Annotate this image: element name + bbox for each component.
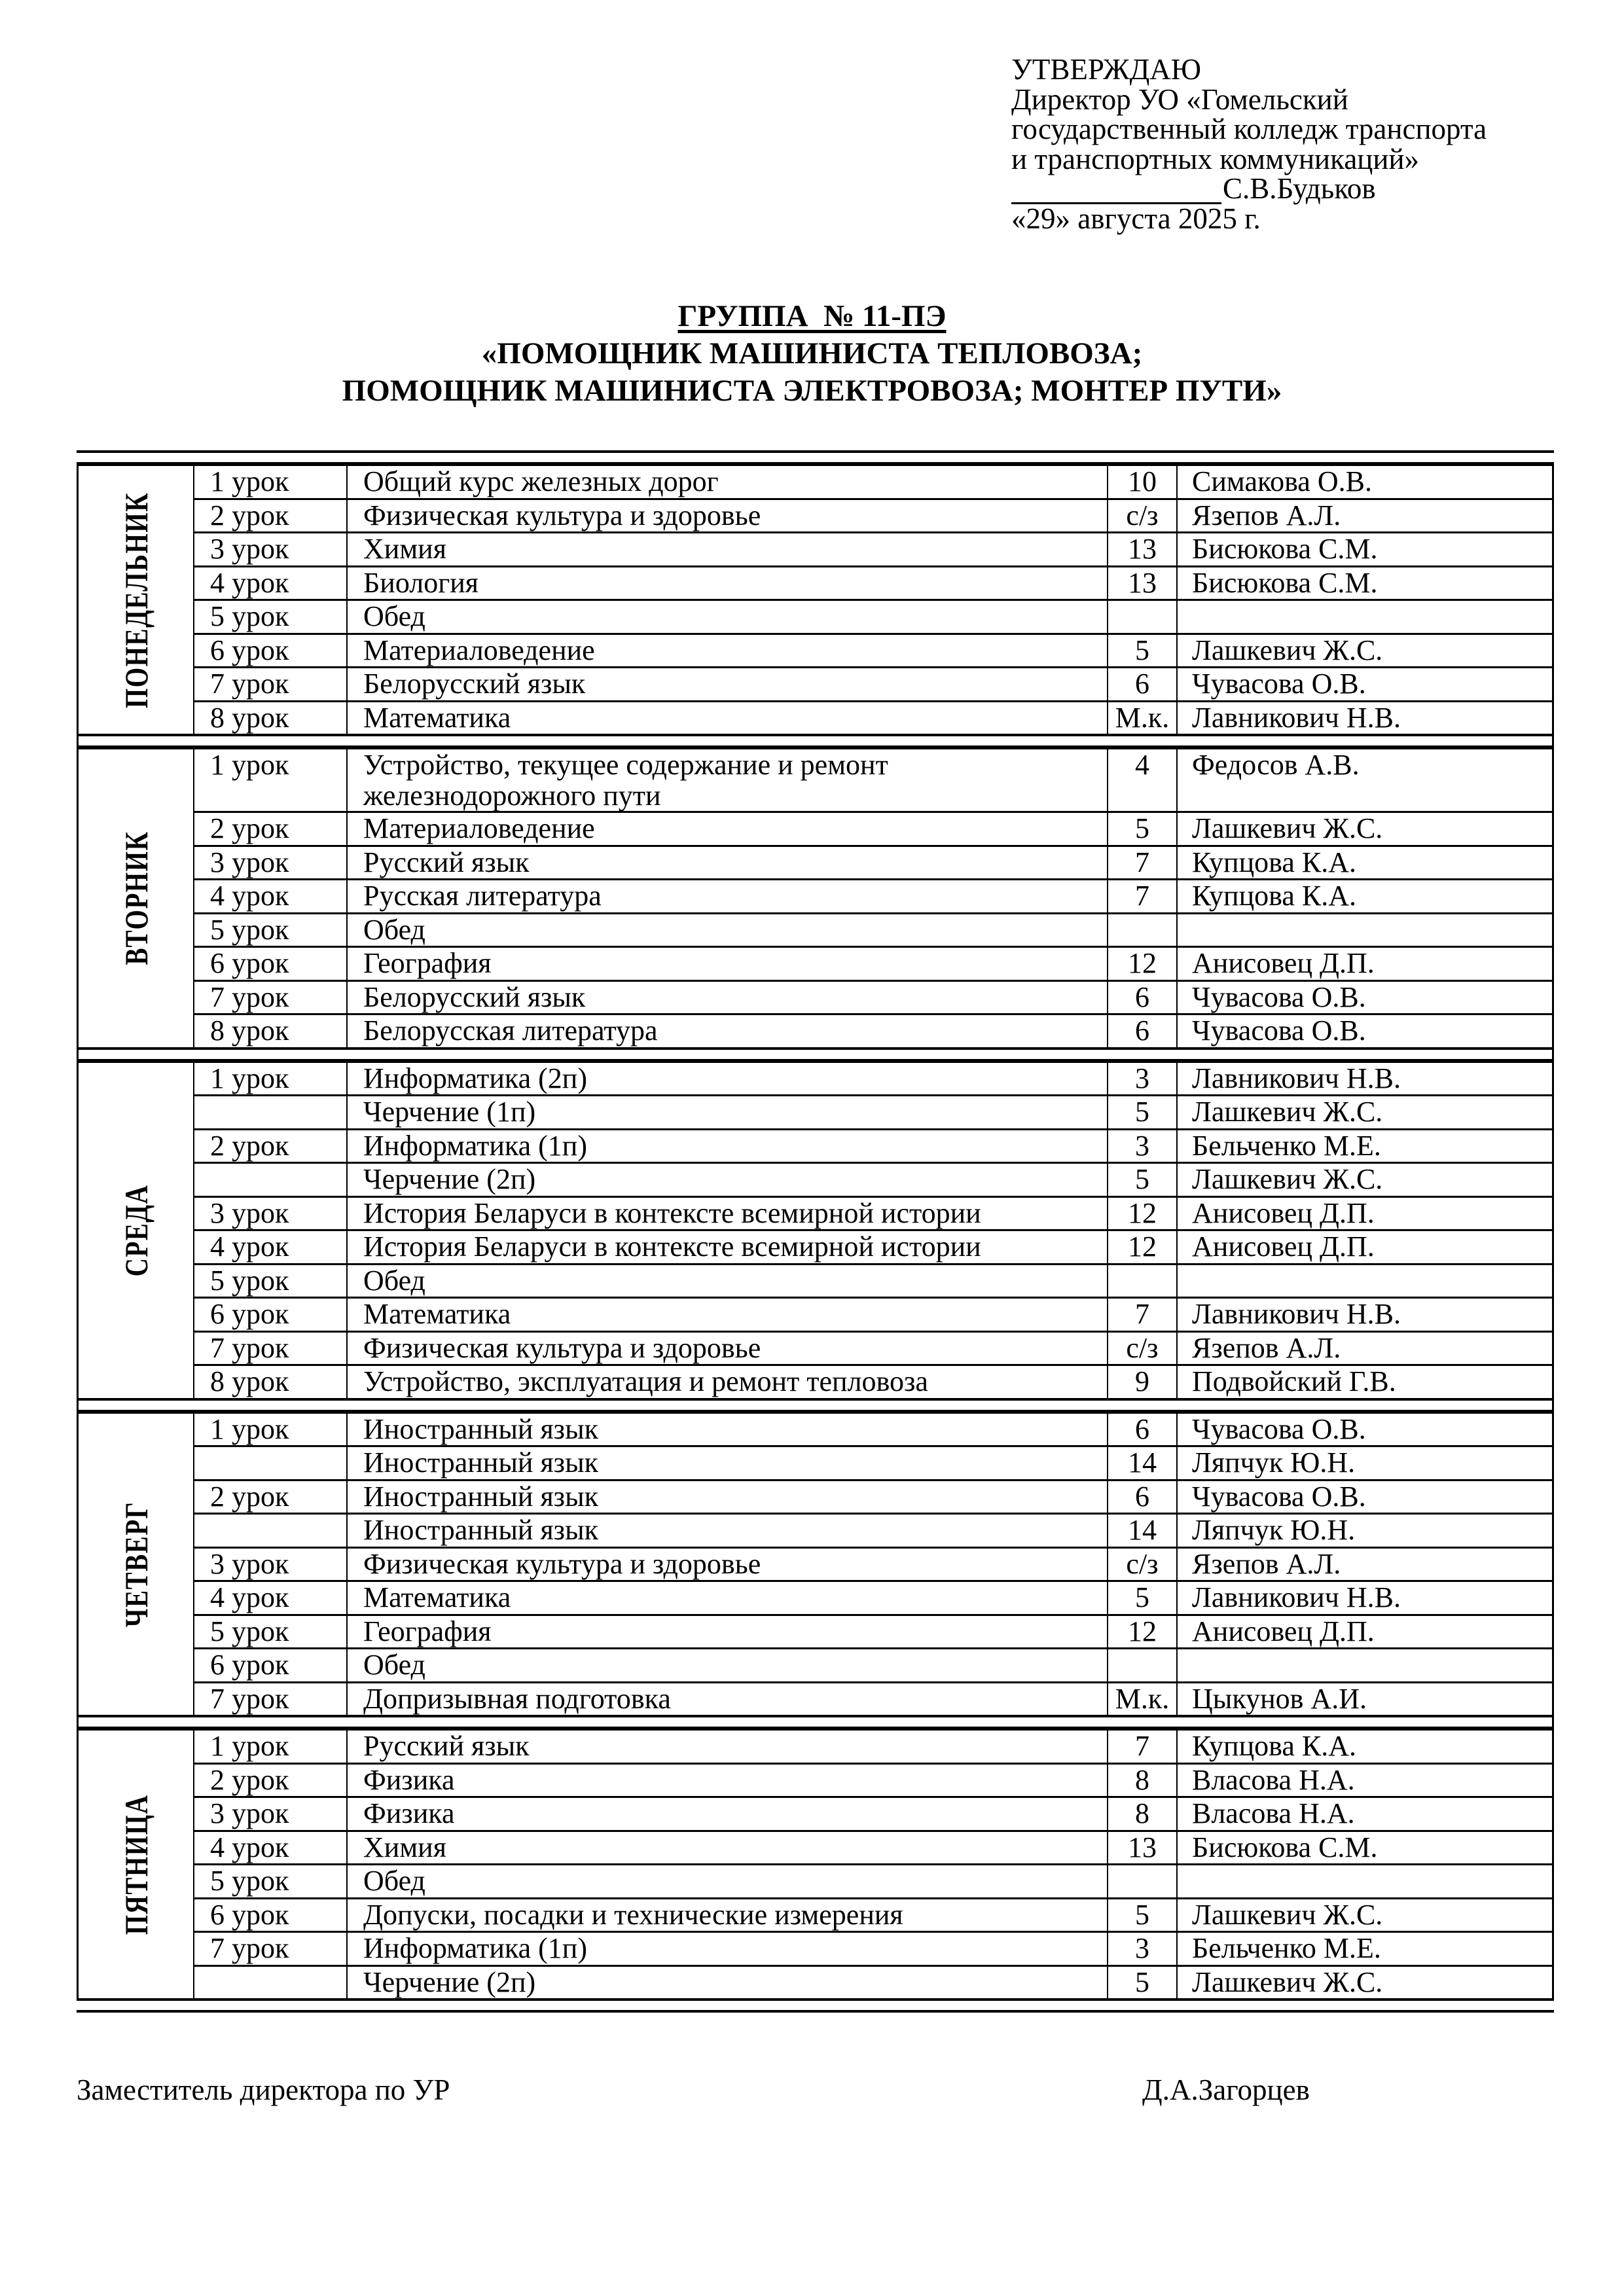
specialty-line: ПОМОЩНИК МАШИНИСТА ЭЛЕКТРОВОЗА; МОНТЕР ПУТИ»: [342, 374, 1282, 408]
subject: Черчение (1п): [348, 1096, 1108, 1128]
table-row: [194, 1094, 1552, 1128]
lesson-number: [194, 1967, 348, 1999]
room: 6: [1108, 668, 1178, 700]
lesson-number: 3 урок: [194, 1798, 348, 1830]
lesson-number: 3 урок: [194, 533, 348, 565]
table-row: [194, 1614, 1552, 1648]
subject: Материаловедение: [348, 635, 1108, 667]
lesson-number: 2 урок: [194, 813, 348, 845]
subject: Физическая культура и здоровье: [348, 1333, 1108, 1365]
table-row: [194, 1128, 1552, 1162]
approval-block: [1011, 55, 1487, 234]
teacher: Чувасова О.В.: [1192, 1480, 1366, 1513]
room: 7: [1108, 847, 1178, 879]
room: 12: [1108, 1198, 1178, 1230]
room: 12: [1108, 1616, 1178, 1648]
teacher: Бельченко М.Е.: [1192, 1129, 1381, 1162]
subject: Допуски, посадки и технические измерения: [348, 1899, 1108, 1931]
table-row: [194, 1547, 1552, 1581]
day-label: ПЯТНИЦА: [117, 1794, 154, 1935]
table-row: [194, 1414, 1552, 1446]
table-row: [194, 878, 1552, 912]
lesson-number: 5 урок: [194, 1616, 348, 1648]
teacher: Федосов А.В.: [1192, 749, 1360, 781]
day-block: [77, 466, 1554, 734]
teacher: Подвойский Г.В.: [1192, 1365, 1396, 1397]
table-row: [194, 1013, 1552, 1047]
lesson-number: 3 урок: [194, 847, 348, 879]
lesson-number: 3 урок: [194, 1549, 348, 1581]
room: 5: [1108, 1899, 1178, 1931]
room: [1108, 914, 1178, 946]
teacher: [1178, 1265, 1552, 1297]
subject: Белорусский язык: [348, 982, 1108, 1014]
table-row: [194, 912, 1552, 946]
approval-line: государственный колледж транспорта: [1011, 113, 1487, 145]
lesson-rows: [194, 466, 1552, 734]
subject: География: [348, 1616, 1108, 1648]
subject: География: [348, 948, 1108, 980]
approval-title: УТВЕРЖДАЮ: [1011, 53, 1202, 86]
table-row: [194, 1063, 1552, 1095]
subject: Химия: [348, 533, 1108, 565]
teacher: Анисовец Д.П.: [1192, 1196, 1375, 1229]
room: с/з: [1108, 1549, 1178, 1581]
table-row: [194, 946, 1552, 980]
room: 6: [1108, 1414, 1178, 1446]
lesson-number: 2 урок: [194, 1481, 348, 1513]
subject: Обед: [348, 1265, 1108, 1297]
approval-line: Директор УО «Гомельский: [1011, 82, 1348, 116]
day-block: [77, 1414, 1554, 1715]
table-row: [194, 599, 1552, 633]
approval-line: и транспортных коммуникаций»: [1011, 142, 1420, 175]
teacher: Лашкевич Ж.С.: [1192, 1096, 1383, 1128]
teacher: Язепов А.Л.: [1192, 1331, 1341, 1364]
day-label: СРЕДА: [117, 1184, 154, 1276]
table-row: [194, 1445, 1552, 1479]
teacher: Лашкевич Ж.С.: [1192, 1898, 1383, 1931]
room: М.к.: [1108, 702, 1178, 734]
lesson-number: 5 урок: [194, 1865, 348, 1897]
lesson-number: 2 урок: [194, 1130, 348, 1162]
teacher: Лавникович Н.В.: [1192, 1062, 1401, 1094]
lesson-rows: [194, 749, 1552, 1047]
rule-gap: [77, 2001, 1554, 2010]
table-row: [194, 1513, 1552, 1547]
lesson-number: 6 урок: [194, 1299, 348, 1331]
room: 3: [1108, 1933, 1178, 1965]
schedule-table: [77, 450, 1554, 2013]
room: 5: [1108, 1096, 1178, 1128]
table-row: [194, 1263, 1552, 1297]
lesson-number: 2 урок: [194, 500, 348, 532]
room: 12: [1108, 1231, 1178, 1263]
teacher: Язепов А.Л.: [1192, 1547, 1341, 1580]
group-title: ГРУППА № 11-ПЭ: [677, 299, 947, 333]
subject: Физика: [348, 1765, 1108, 1797]
subject: Иностранный язык: [348, 1515, 1108, 1547]
schedule-days: [77, 466, 1554, 2013]
teacher: Лавникович Н.В.: [1192, 1581, 1401, 1613]
lesson-number: 1 урок: [194, 466, 348, 498]
lesson-number: 7 урок: [194, 668, 348, 700]
lesson-number: [194, 1515, 348, 1547]
subject: Химия: [348, 1832, 1108, 1864]
teacher: [1178, 601, 1552, 633]
lesson-number: 6 урок: [194, 635, 348, 667]
day-label: ЧЕТВЕРГ: [117, 1501, 154, 1627]
subject: Допризывная подготовка: [348, 1683, 1108, 1715]
subject: Черчение (2п): [348, 1967, 1108, 1999]
lesson-number: 8 урок: [194, 702, 348, 734]
table-row: [194, 1681, 1552, 1715]
table-row: [194, 1863, 1552, 1897]
subject: Информатика (1п): [348, 1933, 1108, 1965]
table-row: [194, 633, 1552, 667]
approval-date: «29» августа 2025 г.: [1011, 202, 1261, 235]
room: 7: [1108, 1731, 1178, 1763]
room: 5: [1108, 1582, 1178, 1614]
teacher: Бисюкова С.М.: [1192, 533, 1378, 565]
subject: Устройство, текущее содержание и ремонт железнодорожного пути: [348, 749, 1108, 811]
room: 3: [1108, 1063, 1178, 1095]
teacher: Лашкевич Ж.С.: [1192, 634, 1383, 666]
lesson-number: 5 урок: [194, 1265, 348, 1297]
room: 13: [1108, 567, 1178, 600]
subject: Биология: [348, 567, 1108, 600]
lesson-rows: [194, 1731, 1552, 1998]
day-label-cell: [79, 1414, 194, 1715]
teacher: Язепов А.Л.: [1192, 499, 1341, 531]
day-separator: [77, 736, 1554, 745]
teacher: Лавникович Н.В.: [1192, 701, 1401, 734]
table-row: [194, 1229, 1552, 1263]
lesson-number: 3 урок: [194, 1198, 348, 1230]
room: [1108, 1649, 1178, 1681]
teacher: Симакова О.В.: [1192, 465, 1372, 497]
table-row: [194, 1763, 1552, 1797]
teacher: Ляпчук Ю.Н.: [1192, 1514, 1356, 1546]
table-row: [194, 666, 1552, 700]
room: М.к.: [1108, 1683, 1178, 1715]
teacher: Чувасова О.В.: [1192, 980, 1366, 1013]
subject: Материаловедение: [348, 813, 1108, 845]
room: [1108, 1865, 1178, 1897]
lesson-number: 7 урок: [194, 1933, 348, 1965]
room: 7: [1108, 880, 1178, 912]
subject: Математика: [348, 702, 1108, 734]
subject: Физическая культура и здоровье: [348, 1549, 1108, 1581]
teacher: Цыкунов А.И.: [1192, 1682, 1367, 1715]
subject: Физика: [348, 1798, 1108, 1830]
lesson-number: 4 урок: [194, 1582, 348, 1614]
table-row: [194, 1196, 1552, 1230]
subject: Русский язык: [348, 847, 1108, 879]
table-row: [194, 1331, 1552, 1365]
room: 13: [1108, 1832, 1178, 1864]
teacher: [1178, 914, 1552, 946]
day-separator: [77, 1717, 1554, 1727]
table-row: [194, 498, 1552, 532]
rule-gap: [77, 453, 1554, 462]
table-row: [194, 565, 1552, 600]
table-row: [194, 531, 1552, 565]
table-row: [194, 1965, 1552, 1999]
lesson-number: 6 урок: [194, 1649, 348, 1681]
teacher: Бисюкова С.М.: [1192, 566, 1378, 599]
subject: Общий курс железных дорог: [348, 466, 1108, 498]
footer-name: Д.А.Загорцев: [1142, 2073, 1310, 2106]
table-row: [194, 980, 1552, 1014]
table-row: [194, 1931, 1552, 1965]
subject: История Беларуси в контексте всемирной истории: [348, 1198, 1108, 1230]
lesson-number: 1 урок: [194, 749, 348, 811]
lesson-number: 7 урок: [194, 1333, 348, 1365]
subject: Иностранный язык: [348, 1414, 1108, 1446]
table-row: [194, 1731, 1552, 1763]
table-row: [194, 1897, 1552, 1931]
room: с/з: [1108, 500, 1178, 532]
lesson-number: 4 урок: [194, 567, 348, 600]
teacher: Чувасова О.В.: [1192, 668, 1366, 700]
day-block: [77, 1731, 1554, 1998]
room: 5: [1108, 635, 1178, 667]
teacher: Власова Н.А.: [1192, 1763, 1355, 1796]
day-separator: [77, 1050, 1554, 1059]
teacher: Бельченко М.Е.: [1192, 1932, 1381, 1964]
subject: Белорусский язык: [348, 668, 1108, 700]
lesson-number: 5 урок: [194, 914, 348, 946]
teacher: Лашкевич Ж.С.: [1192, 812, 1383, 844]
lesson-number: 2 урок: [194, 1765, 348, 1797]
teacher: Бисюкова С.М.: [1192, 1831, 1378, 1863]
table-row: [194, 1580, 1552, 1614]
table-row: [194, 700, 1552, 734]
lesson-number: 6 урок: [194, 948, 348, 980]
room: 5: [1108, 1967, 1178, 1999]
teacher: Чувасова О.В.: [1192, 1412, 1366, 1445]
lesson-rows: [194, 1414, 1552, 1715]
lesson-number: 8 урок: [194, 1366, 348, 1398]
room: 5: [1108, 813, 1178, 845]
specialty-line: «ПОМОЩНИК МАШИНИСТА ТЕПЛОВОЗА;: [481, 336, 1143, 370]
teacher: Анисовец Д.П.: [1192, 947, 1375, 979]
subject: Русский язык: [348, 1731, 1108, 1763]
subject: История Беларуси в контексте всемирной истории: [348, 1231, 1108, 1263]
signatory-name: С.В.Будьков: [1223, 172, 1376, 205]
table-row: [194, 1479, 1552, 1513]
lesson-number: 4 урок: [194, 1832, 348, 1864]
subject: Информатика (1п): [348, 1130, 1108, 1162]
teacher: Власова Н.А.: [1192, 1797, 1355, 1829]
table-row: [194, 811, 1552, 845]
lesson-number: 6 урок: [194, 1899, 348, 1931]
teacher: Анисовец Д.П.: [1192, 1230, 1375, 1263]
room: 4: [1108, 749, 1178, 811]
subject: Черчение (2п): [348, 1164, 1108, 1196]
subject: Обед: [348, 914, 1108, 946]
room: 14: [1108, 1515, 1178, 1547]
subject: Математика: [348, 1299, 1108, 1331]
lesson-number: 7 урок: [194, 1683, 348, 1715]
room: 9: [1108, 1366, 1178, 1398]
day-label: ВТОРНИК: [117, 831, 154, 965]
subject: Иностранный язык: [348, 1447, 1108, 1479]
lesson-number: 4 урок: [194, 1231, 348, 1263]
room: 14: [1108, 1447, 1178, 1479]
day-label-cell: [79, 749, 194, 1047]
teacher: [1178, 1865, 1552, 1897]
table-row: [194, 466, 1552, 498]
table-row: [194, 749, 1552, 811]
room: 6: [1108, 1481, 1178, 1513]
day-label-cell: [79, 1731, 194, 1998]
table-row: [194, 1647, 1552, 1681]
room: 13: [1108, 533, 1178, 565]
room: [1108, 601, 1178, 633]
teacher: Купцова К.А.: [1192, 880, 1356, 912]
teacher: Чувасова О.В.: [1192, 1014, 1366, 1047]
teacher: Лашкевич Ж.С.: [1192, 1965, 1383, 1998]
subject: Физическая культура и здоровье: [348, 500, 1108, 532]
teacher: Ляпчук Ю.Н.: [1192, 1446, 1356, 1479]
lesson-number: 1 урок: [194, 1063, 348, 1095]
teacher: Лавникович Н.В.: [1192, 1298, 1401, 1330]
day-label-cell: [79, 466, 194, 734]
room: 10: [1108, 466, 1178, 498]
teacher: Купцова К.А.: [1192, 1730, 1356, 1762]
lesson-number: 1 урок: [194, 1414, 348, 1446]
day-separator: [77, 1401, 1554, 1410]
table-row: [194, 1162, 1552, 1196]
table-row: [194, 1830, 1552, 1864]
subject: Математика: [348, 1582, 1108, 1614]
subject: Русская литература: [348, 880, 1108, 912]
room: 7: [1108, 1299, 1178, 1331]
table-row: [194, 1364, 1552, 1398]
subject: Белорусская литература: [348, 1015, 1108, 1047]
day-label: ПОНЕДЕЛЬНИК: [117, 492, 154, 708]
subject: Обед: [348, 1649, 1108, 1681]
room: 3: [1108, 1130, 1178, 1162]
teacher: [1178, 1649, 1552, 1681]
lesson-number: 4 урок: [194, 880, 348, 912]
subject: Обед: [348, 1865, 1108, 1897]
table-row: [194, 1297, 1552, 1331]
lesson-number: [194, 1447, 348, 1479]
table-bottom-rule: [77, 2010, 1554, 2013]
document-title: [0, 298, 1624, 410]
signature-row: [1011, 174, 1487, 204]
room: 8: [1108, 1765, 1178, 1797]
day-block: [77, 1063, 1554, 1398]
lesson-number: 7 урок: [194, 982, 348, 1014]
subject: Иностранный язык: [348, 1481, 1108, 1513]
footer-position: Заместитель директора по УР: [77, 2073, 450, 2106]
lesson-number: 8 урок: [194, 1015, 348, 1047]
room: 6: [1108, 982, 1178, 1014]
day-label-cell: [79, 1063, 194, 1398]
lesson-number: 1 урок: [194, 1731, 348, 1763]
room: 8: [1108, 1798, 1178, 1830]
room: 5: [1108, 1164, 1178, 1196]
lesson-number: [194, 1096, 348, 1128]
subject: Информатика (2п): [348, 1063, 1108, 1095]
room: [1108, 1265, 1178, 1297]
teacher: Купцова К.А.: [1192, 846, 1356, 878]
room: 12: [1108, 948, 1178, 980]
table-row: [194, 1796, 1552, 1830]
lesson-rows: [194, 1063, 1552, 1398]
lesson-number: 5 урок: [194, 601, 348, 633]
day-block: [77, 749, 1554, 1047]
subject: Обед: [348, 601, 1108, 633]
signature-line: [1011, 176, 1221, 204]
table-row: [194, 845, 1552, 879]
lesson-number: [194, 1164, 348, 1196]
room: с/з: [1108, 1333, 1178, 1365]
teacher: Анисовец Д.П.: [1192, 1615, 1375, 1647]
subject: Устройство, эксплуатация и ремонт тепловоза: [348, 1366, 1108, 1398]
teacher: Лашкевич Ж.С.: [1192, 1163, 1383, 1195]
room: 6: [1108, 1015, 1178, 1047]
